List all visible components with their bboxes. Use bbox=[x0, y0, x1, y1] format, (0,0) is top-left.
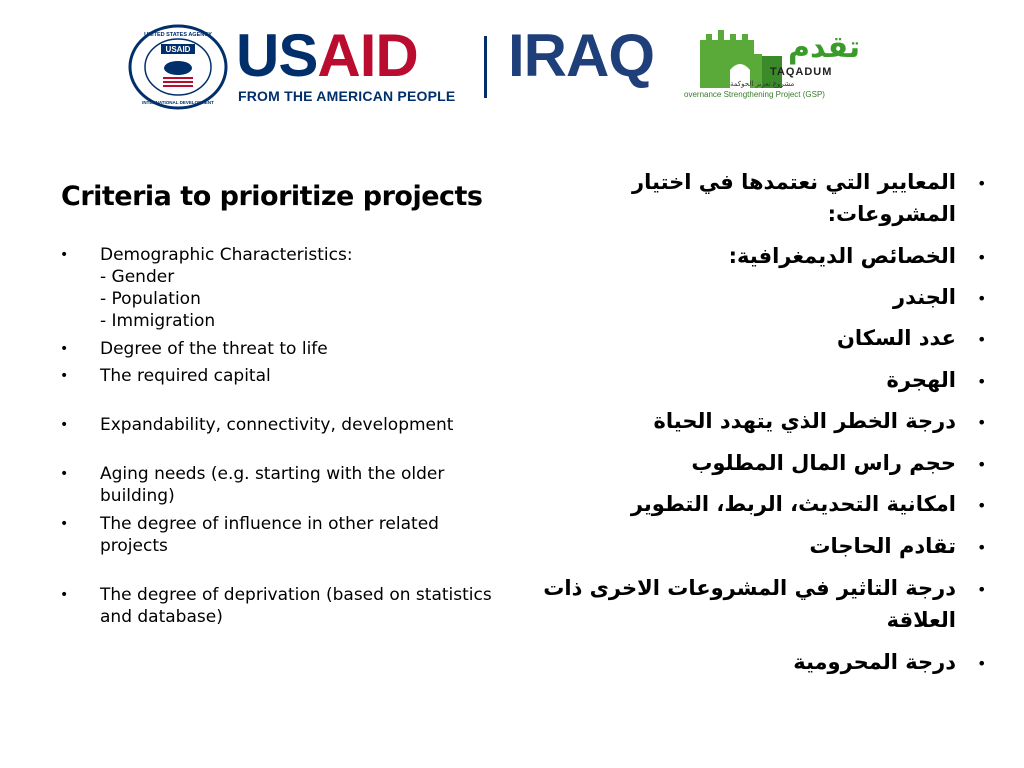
logo-divider bbox=[484, 36, 487, 98]
iraq-wordmark: IRAQ bbox=[508, 22, 654, 89]
bullet: • bbox=[60, 247, 69, 263]
bullet: • bbox=[977, 496, 987, 515]
arabic-item: امكانية التحديث، الربط، التطوير bbox=[630, 492, 956, 516]
arabic-item: الهجرة bbox=[886, 368, 956, 392]
arabic-item: الخصائص الديمغرافية: bbox=[728, 244, 956, 268]
arabic-item: درجة الخطر الذي يتهدد الحياة bbox=[653, 409, 956, 433]
usaid-tagline: FROM THE AMERICAN PEOPLE bbox=[238, 88, 456, 104]
usaid-aid: AID bbox=[317, 22, 418, 89]
svg-text:INTERNATIONAL DEVELOPMENT: INTERNATIONAL DEVELOPMENT bbox=[142, 100, 214, 105]
usaid-wordmark bbox=[236, 22, 418, 89]
arabic-item: درجة المحرومية bbox=[793, 650, 956, 674]
arabic-item: المعايير التي نعتمدها في اختيار المشروعات: bbox=[632, 170, 956, 226]
bullet: • bbox=[60, 466, 69, 482]
taqadum-arabic-text: تقدم bbox=[788, 30, 861, 65]
bullet: • bbox=[977, 248, 987, 267]
arabic-item: عدد السكان bbox=[836, 326, 956, 350]
usaid-seal-logo bbox=[128, 24, 228, 114]
bullet: • bbox=[977, 455, 987, 474]
arabic-item: درجة التاثير في المشروعات الاخرى ذات العلاقة bbox=[543, 576, 956, 632]
bullet: • bbox=[60, 417, 69, 433]
taqadum-latin-text: TAQADUM bbox=[770, 66, 833, 78]
bullet: • bbox=[977, 580, 987, 599]
arabic-item: الجندر bbox=[892, 285, 956, 309]
bullet: • bbox=[977, 538, 987, 557]
taqadum-arabic-subtitle: مشروع تعزيز الحوكمة bbox=[730, 80, 795, 88]
bullet: • bbox=[60, 516, 69, 532]
usaid-us: US bbox=[236, 22, 318, 89]
bullet: • bbox=[60, 587, 69, 603]
bullet: • bbox=[977, 289, 987, 308]
arabic-item: تقادم الحاجات bbox=[809, 534, 956, 558]
slide-title: Criteria to prioritize projects bbox=[61, 181, 483, 212]
bullet: • bbox=[977, 654, 987, 673]
bullet: • bbox=[60, 341, 69, 357]
svg-text:UNITED STATES AGENCY: UNITED STATES AGENCY bbox=[144, 32, 212, 38]
bullet: • bbox=[60, 368, 69, 384]
bullet: • bbox=[977, 413, 987, 432]
taqadum-subtitle: overnance Strengthening Project (GSP) bbox=[684, 90, 825, 99]
bullet: • bbox=[977, 174, 987, 193]
bullet: • bbox=[977, 372, 987, 391]
bullet: • bbox=[977, 330, 987, 349]
svg-text:USAID: USAID bbox=[165, 45, 191, 54]
arabic-item: حجم راس المال المطلوب bbox=[691, 451, 956, 475]
